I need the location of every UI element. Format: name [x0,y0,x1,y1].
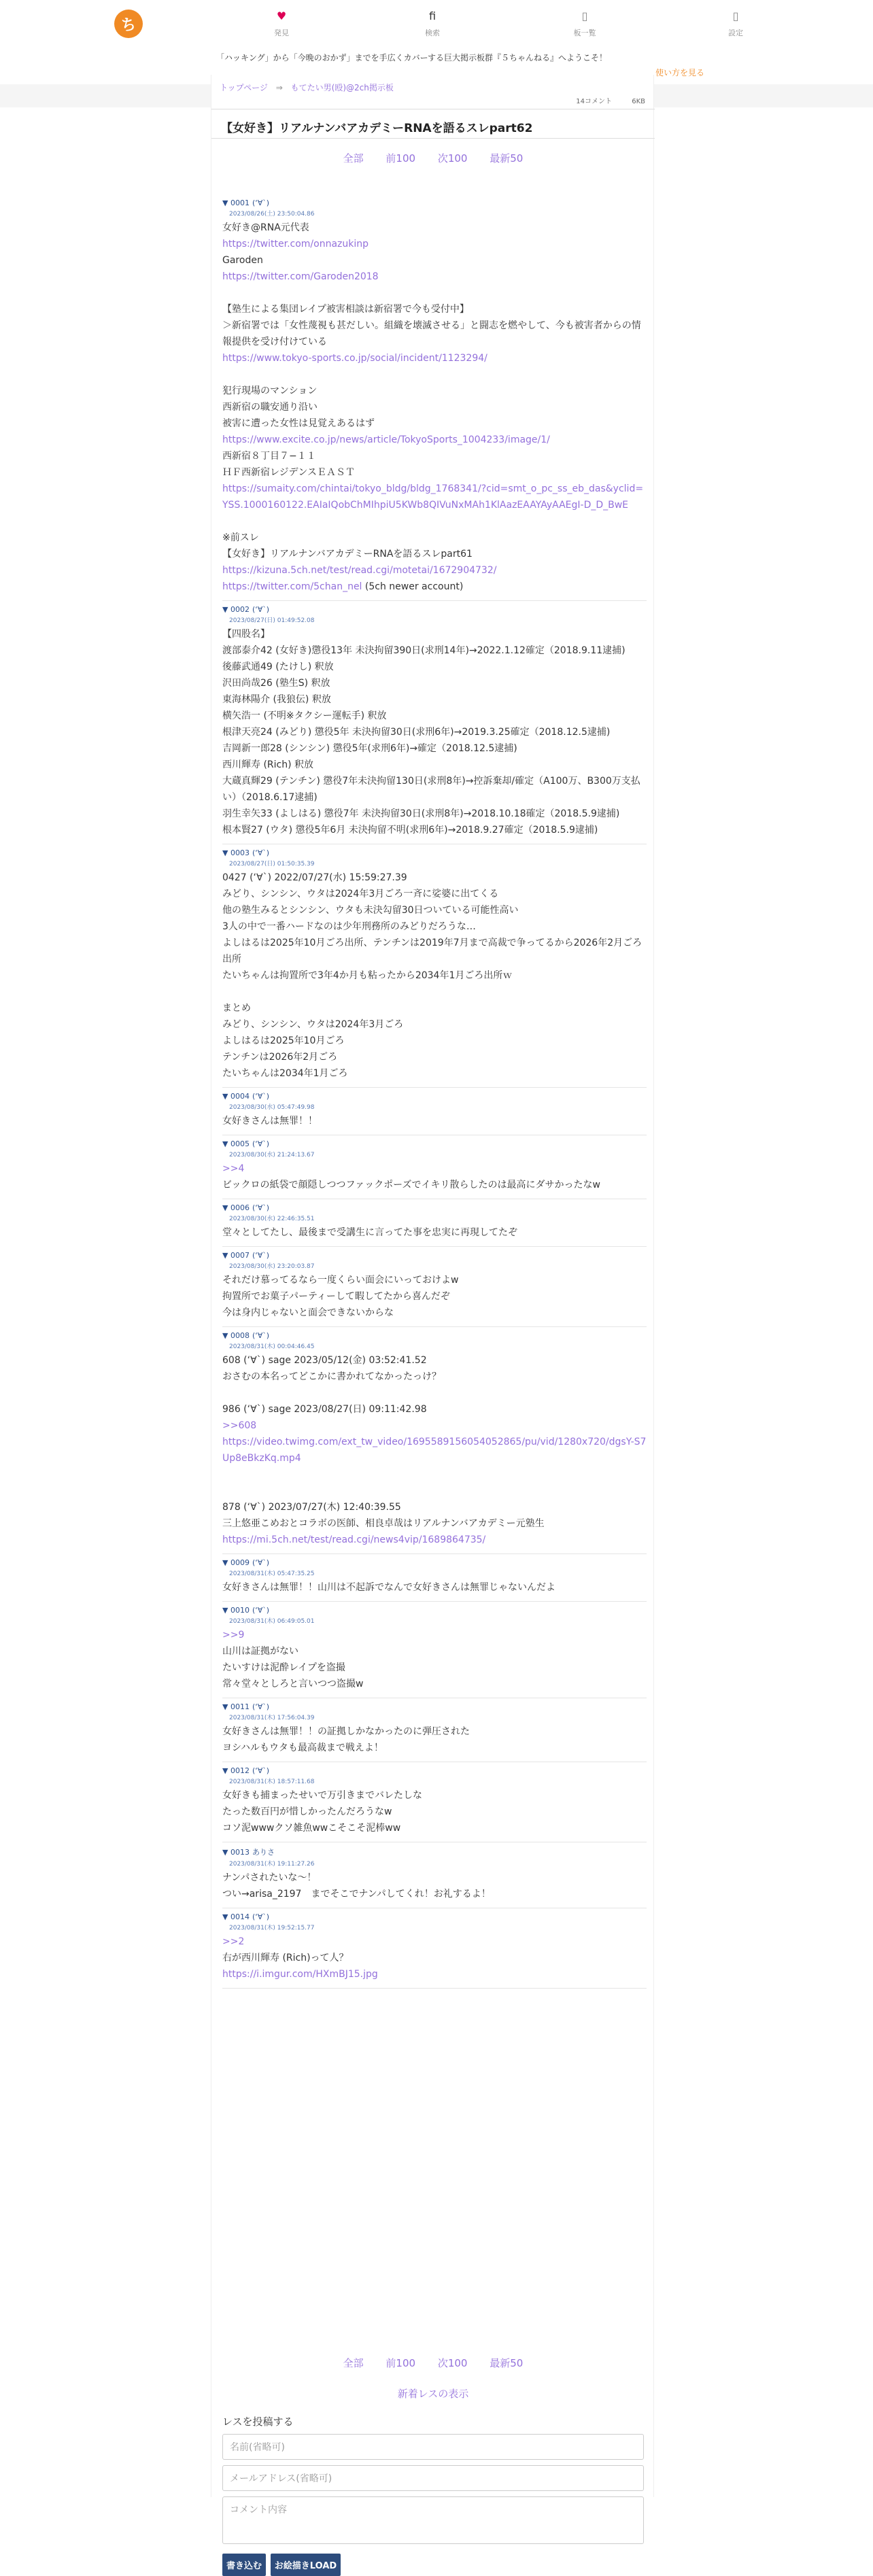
post-link[interactable]: >>608 [222,1420,257,1431]
post-date: 2023/08/31(木) 19:52:15.77 [229,1925,315,1931]
triangle-down-icon[interactable]: ▼ [222,605,230,614]
post-line: 東海林陽介 (我狼伝) 釈放 [222,694,331,705]
email-field[interactable]: メールアドレス(省略可) [222,2465,644,2491]
post-date: 2023/08/30(水) 23:20:03.87 [229,1263,315,1270]
post-line: 常々堂々としろと言いつつ盗撮w [222,1679,364,1689]
post-line: まとめ [222,1003,251,1014]
post-link[interactable]: >>2 [222,1936,245,1947]
post-item [222,1199,647,1247]
post-line: 608 (‘∀`) sage 2023/05/12(金) 03:52:41.52 [222,1355,427,1366]
post-header [222,1766,647,1775]
site-tagline: 「ハッキング」から「今晩のおかず」までを手広くカバーする巨大掲示板群『５ちゃんねる』へようこそ！ [216,53,608,63]
post-line: 女好きさんは無罪！！ [222,1116,318,1127]
post-link[interactable]: https://twitter.com/5chan_nel [222,581,362,592]
top-nav [0,0,873,48]
post-author: (‘∀`) [252,1251,270,1260]
post-body [222,1934,647,1982]
post-line [222,1532,647,1548]
post-line: 女好きさんは無罪！！の証拠しかなかったのに弾圧された [222,1726,470,1737]
triangle-down-icon[interactable]: ▼ [222,1606,230,1615]
post-link[interactable]: https://twitter.com/Garoden2018 [222,271,379,282]
post-body [222,1352,647,1548]
site-logo[interactable]: ち [114,10,143,38]
post-line: 右が西川輝寿 (Rich)って人？ [222,1953,349,1963]
post-header [222,1092,647,1101]
post-line [222,1385,647,1401]
post-line [222,1466,647,1483]
thread-container [211,75,654,2571]
post-body [222,870,647,1082]
post-date: 2023/08/31(木) 17:56:04.39 [229,1715,315,1721]
post-body [222,1723,647,1756]
fire-icon: fi [428,10,437,22]
post-date: 2023/08/30(水) 22:46:35.51 [229,1216,315,1222]
comment-count: 14コメント [576,98,613,105]
post-line [222,481,647,513]
post-author: (‘∀`) [252,1139,270,1148]
post-line: たいちゃんは2034年1月ごろ [222,1068,348,1079]
post-line [222,562,647,579]
heart-icon: ♥ [276,10,287,22]
new-res-label[interactable]: 新着レスの表示 [397,2388,469,2400]
post-line: 渡部泰介42 (女好き)懲役13年 未決拘留390日(求刑14年)→2022.1.12確定（2018.9.11逮捕) [222,645,626,656]
post-line: 女好きも捕まったせいで万引きまでバレたしな [222,1790,422,1801]
post-item [222,1554,647,1602]
post-line: 女好きさんは無罪！！山川は不起訴でなんで女好きさんは無罪じゃないんだよ [222,1582,555,1593]
triangle-down-icon[interactable]: ▼ [222,1912,230,1921]
thread-meta [558,95,645,105]
post-item [222,1762,647,1842]
breadcrumb-board[interactable]: もてたい男(殴)@2ch掲示板 [290,83,394,92]
post-line: 被害に遭った女性は見覚えあるはず [222,418,375,429]
triangle-down-icon[interactable]: ▼ [222,1251,230,1260]
pager-bottom [211,2356,655,2370]
post-item [222,601,647,844]
triangle-down-icon[interactable]: ▼ [222,848,230,857]
post-line: ナンパされたいな〜！ [222,1872,317,1883]
post-line: 0427 (‘∀`) 2022/07/27(水) 15:59:27.39 [222,872,407,883]
post-line: それだけ慕ってるなら一度くらい面会にいっておけよw [222,1275,459,1286]
post-line: 拘置所でお菓子パーティーして暇してたから喜んだぞ [222,1291,450,1302]
breadcrumb [220,82,394,93]
post-line: よしはるは2025年10月ごろ出所、テンチンは2019年7月まで高裁で争ってるから2026年2月ごろ出所 [222,938,643,965]
triangle-down-icon[interactable]: ▼ [222,1139,230,1148]
post-line: 沢田尚哉26 (塾生S) 釈放 [222,678,330,689]
post-line: みどり、シンシン、ウタは2024年3月ごろ一斉に娑婆に出てくる [222,889,499,899]
post-date: 2023/08/27(日) 01:50:35.39 [229,861,315,868]
post-line: 878 (‘∀`) 2023/07/27(木) 12:40:39.55 [222,1502,401,1513]
post-line: 犯行現場のマンション [222,385,318,396]
post-item [222,1088,647,1135]
post-date: 2023/08/31(木) 18:57:11.68 [229,1779,315,1785]
draw-load-button[interactable]: お絵描きLOAD [271,2554,341,2576]
post-link[interactable]: https://video.twimg.com/ext_tw_video/1695589156054052865/pu/vid/1280x720/dgsY-S7Up8eBkzKq.mp4 [222,1437,647,1464]
triangle-down-icon[interactable]: ▼ [222,1203,230,1212]
nav-settings-label: 設定 [728,29,743,37]
post-body [222,1627,647,1692]
post-list [222,194,647,1989]
post-item [222,1698,647,1762]
post-number[interactable]: 0002 [230,605,250,614]
post-line [222,1627,647,1643]
post-author: (‘∀`) [252,848,270,857]
thread-size: 6KB [632,98,645,105]
post-line [222,1434,647,1466]
post-body [222,1224,647,1241]
post-line [222,984,647,1000]
post-line [222,579,647,595]
post-text: (5ch newer account) [362,581,464,592]
thread-footer [211,2356,655,2576]
post-line: Garoden [222,255,263,266]
post-link[interactable]: https://twitter.com/onnazukinp [222,239,369,250]
post-line: 横矢浩一 (不明※タクシー運転手) 釈放 [222,710,387,721]
triangle-down-icon[interactable]: ▼ [222,1092,230,1101]
post-author: (‘∀`) [252,1203,270,1212]
post-line: 山川は証拠がない [222,1646,298,1657]
post-line: 堂々としてたし、最後まで受講生に言ってた事を忠実に再現してたぞ [222,1227,517,1238]
post-number[interactable]: 0006 [230,1203,250,1212]
post-header [222,848,647,857]
post-line: 根本賢27 (ウタ) 懲役5年6月 未決拘留不明(求刑6年)→2018.9.27確定（2018.5.9逮捕) [222,825,598,836]
post-author: (‘∀`) [252,1558,270,1567]
post-link[interactable]: https://i.imgur.com/HXmBJ15.jpg [222,1969,378,1980]
nav-discover[interactable] [254,10,309,38]
post-header [222,1702,647,1711]
post-date: 2023/08/26(土) 23:50:04.86 [229,211,315,218]
post-line [222,366,647,383]
post-item [222,1135,647,1199]
post-line: ※前スレ [222,532,259,543]
post-header [222,1847,647,1857]
post-date: 2023/08/27(日) 01:49:52.08 [229,617,315,624]
post-line: 根津天亮24 (みどり) 懲役5年 未決拘留30日(求刑6年)→2019.3.25確定（2018.12.5逮捕) [222,727,611,738]
post-line [222,1934,647,1950]
post-item [222,194,647,601]
post-line: たいちゃんは拘置所で3年4か月も粘ったから2034年1月ごろ出所ｗ [222,970,513,981]
post-header [222,1139,647,1148]
post-link[interactable]: https://mi.5ch.net/test/read.cgi/news4vip/1689864735/ [222,1534,486,1545]
pager-prev100[interactable]: 前100 [386,152,416,165]
post-line [222,285,647,301]
pager-all[interactable]: 全部 [343,152,364,165]
post-form-title: レスを投稿する [222,2416,294,2428]
nav-boards[interactable] [558,10,612,38]
triangle-down-icon[interactable]: ▼ [222,199,230,207]
post-number[interactable]: 0004 [230,1092,250,1101]
post-line: 他の塾生みるとシンシン、ウタも未決勾留30日ついている可能性高い [222,905,519,916]
pager-prev100[interactable]: 前100 [386,2357,416,2369]
nav-discover-label: 発見 [274,29,289,37]
post-number[interactable]: 0005 [230,1139,250,1148]
post-body [222,626,647,838]
post-author: (‘∀`) [252,199,270,207]
post-body [222,1113,647,1129]
post-line: 羽生幸矢33 (よしはる) 懲役7年 未決拘留30日(求刑8年)→2018.10.18確定（2018.5.9逮捕) [222,808,620,819]
post-author: (‘∀`) [252,1702,270,1711]
post-line: ヨシハルもウタも最高裁まで戦えよ！ [222,1742,383,1753]
post-header [222,605,647,614]
comment-textarea[interactable]: コメント内容 [222,2496,644,2544]
name-field[interactable]: 名前(省略可) [222,2434,644,2460]
post-line: テンチンは2026年2月ごろ [222,1052,338,1063]
post-line: たった数百円が惜しかったんだろうなw [222,1806,392,1817]
post-link[interactable]: https://www.tokyo-sports.co.jp/social/incident/1123294/ [222,353,487,364]
post-date: 2023/08/31(木) 19:11:27.26 [229,1861,315,1868]
post-item [222,1908,647,1989]
pager-next100[interactable]: 次100 [437,152,468,165]
post-line [222,1966,647,1982]
breadcrumb-home[interactable]: トップページ [220,83,268,92]
post-link[interactable]: https://kizuna.5ch.net/test/read.cgi/motetai/1672904732/ [222,565,497,576]
post-date: 2023/08/31(木) 06:49:05.01 [229,1618,315,1625]
post-number[interactable]: 0011 [230,1702,250,1711]
post-line: 3人の中で一番ハードなのは少年刑務所のみどりだろうな… [222,921,476,932]
post-link[interactable]: >>4 [222,1163,245,1174]
post-body [222,1787,647,1836]
post-line: ビックロの紙袋で顔隠しつつファックポーズでイキリ散らしたのは最高にダサかったなw [222,1180,600,1190]
post-line [222,1418,647,1434]
pager-top [211,151,655,165]
post-line: 西新宿の職安通り沿い [222,402,318,413]
post-item [222,1247,647,1327]
post-number[interactable]: 0008 [230,1331,250,1340]
post-date: 2023/08/30(水) 21:24:13.67 [229,1152,315,1158]
post-line: 【女好き】リアルナンバアカデミーRNAを語るスレpart61 [222,549,473,560]
list-icon: ▯ [581,10,588,22]
post-line: みどり、シンシン、ウタは2024年3月ごろ [222,1019,404,1030]
nav-settings[interactable] [708,10,763,38]
post-line: 【塾生による集団レイプ被害相談は新宿署で今も受付中】 [222,304,469,315]
post-line [222,1161,647,1177]
post-number[interactable]: 0007 [230,1251,250,1260]
post-author: (‘∀`) [252,1766,270,1775]
post-line [222,513,647,530]
pager-next100[interactable]: 次100 [437,2357,468,2369]
pager-all[interactable]: 全部 [343,2357,364,2369]
post-body [222,1272,647,1321]
post-author: (‘∀`) [252,605,270,614]
post-line: 三上悠亜こめおとコラボの医師、相良卓哉はリアルナンバアカデミー元塾生 [222,1518,545,1529]
help-link[interactable]: 使い方を見る [655,68,705,78]
post-body [222,220,647,595]
post-item [222,844,647,1088]
submit-button[interactable]: 書き込む [222,2554,266,2576]
post-line: ＞新宿署では「女性蔑視も甚だしい。組織を壊滅させる」と闘志を燃やして、今も被害者からの情報提供を受け付けている [222,320,641,347]
post-line: つい→arisa_2197 までそこでナンパしてくれ！お礼するよ！ [222,1889,491,1900]
post-header [222,1558,647,1567]
post-header [222,1203,647,1212]
post-header [222,1912,647,1921]
post-line: 後藤武通49 (たけし) 釈放 [222,662,334,672]
post-item [222,1842,647,1908]
post-date: 2023/08/30(水) 05:47:49.98 [229,1104,315,1111]
post-item [222,1602,647,1698]
triangle-down-icon[interactable]: ▼ [222,1848,230,1857]
post-line: ＨＦ西新宿レジデンスＥＡＳＴ [222,467,355,478]
post-author: (‘∀`) [252,1606,270,1615]
post-line: 女好き@RNA元代表 [222,222,309,233]
post-line [222,350,647,366]
post-number[interactable]: 0009 [230,1558,250,1567]
post-header [222,1606,647,1615]
post-line [222,432,647,448]
post-body [222,1579,647,1596]
post-line: 大蔵真輝29 (テンチン) 懲役7年未決拘留130日(求刑8年)→控訴棄却/確定（A100万、B300万支払い）（2018.6.17逮捕) [222,776,640,803]
nav-search[interactable] [405,10,460,38]
post-date: 2023/08/31(木) 00:04:46.45 [229,1343,315,1350]
post-line: 今は身内じゃないと面会できないからな [222,1307,394,1318]
post-body [222,1870,647,1902]
post-line: 吉岡新一郎28 (シンシン) 懲役5年(求刑6年)→確定（2018.12.5逮捕) [222,743,517,754]
post-author: (‘∀`) [252,1912,270,1921]
post-line: たいすけは泥酔レイプを盗撮 [222,1662,345,1673]
post-number[interactable]: 0013 [230,1848,250,1857]
post-line: 西川輝寿 (Rich) 釈放 [222,759,314,770]
post-link[interactable]: https://sumaity.com/chintai/tokyo_bldg/bldg_1768341/?cid=smt_o_pc_ss_eb_das&yclid=YSS.1000160122.EAIaIQobChMIhpiU5KWb8QIVuNxMAh1KlAazEAAYAyAAEgI-D_D_BwE [222,483,644,511]
post-link[interactable]: >>9 [222,1630,245,1641]
gear-icon: ▯ [732,10,739,22]
post-line: 986 (‘∀`) sage 2023/08/27(日) 09:11:42.98 [222,1404,427,1415]
form-buttons [222,2554,655,2576]
post-line: 西新宿８丁目７−１１ [222,451,316,462]
nav-boards-label: 板一覧 [573,29,596,37]
pager-latest50[interactable]: 最新50 [490,2357,524,2369]
post-line: 【四股名】 [222,629,270,640]
post-body [222,1161,647,1193]
post-line: よしはるは2025年10月ごろ [222,1035,345,1046]
post-header [222,1251,647,1260]
thread-title: 【女好き】リアルナンバアカデミーRNAを語るスレpart62 [211,109,655,139]
post-author: ありさ [252,1848,275,1857]
post-date: 2023/08/31(木) 05:47:35.25 [229,1570,315,1577]
post-line: おさむの本名ってどこかに書かれてなかったっけ？ [222,1371,441,1382]
post-line [222,1483,647,1499]
triangle-down-icon[interactable]: ▼ [222,1702,230,1711]
post-header [222,1331,647,1340]
post-item [222,1327,647,1554]
post-line: コソ泥wwwクソ雑魚wwこそこそ泥棒ww [222,1823,401,1834]
post-line [222,236,647,252]
post-number[interactable]: 0001 [230,199,250,207]
pager-latest50[interactable]: 最新50 [490,152,524,165]
post-author: (‘∀`) [252,1092,270,1101]
post-number[interactable]: 0014 [230,1912,250,1921]
post-number[interactable]: 0010 [230,1606,250,1615]
post-number[interactable]: 0003 [230,848,250,857]
triangle-down-icon[interactable]: ▼ [222,1331,230,1340]
post-line [222,269,647,285]
post-number[interactable]: 0012 [230,1766,250,1775]
triangle-down-icon[interactable]: ▼ [222,1558,230,1567]
new-res-link[interactable] [211,2386,655,2401]
breadcrumb-arrow-icon: ⇒ [275,83,283,92]
triangle-down-icon[interactable]: ▼ [222,1766,230,1775]
post-author: (‘∀`) [252,1331,270,1340]
post-header [222,199,647,207]
nav-search-label: 検索 [425,29,440,37]
post-link[interactable]: https://www.excite.co.jp/news/article/TokyoSports_1004233/image/1/ [222,434,550,445]
